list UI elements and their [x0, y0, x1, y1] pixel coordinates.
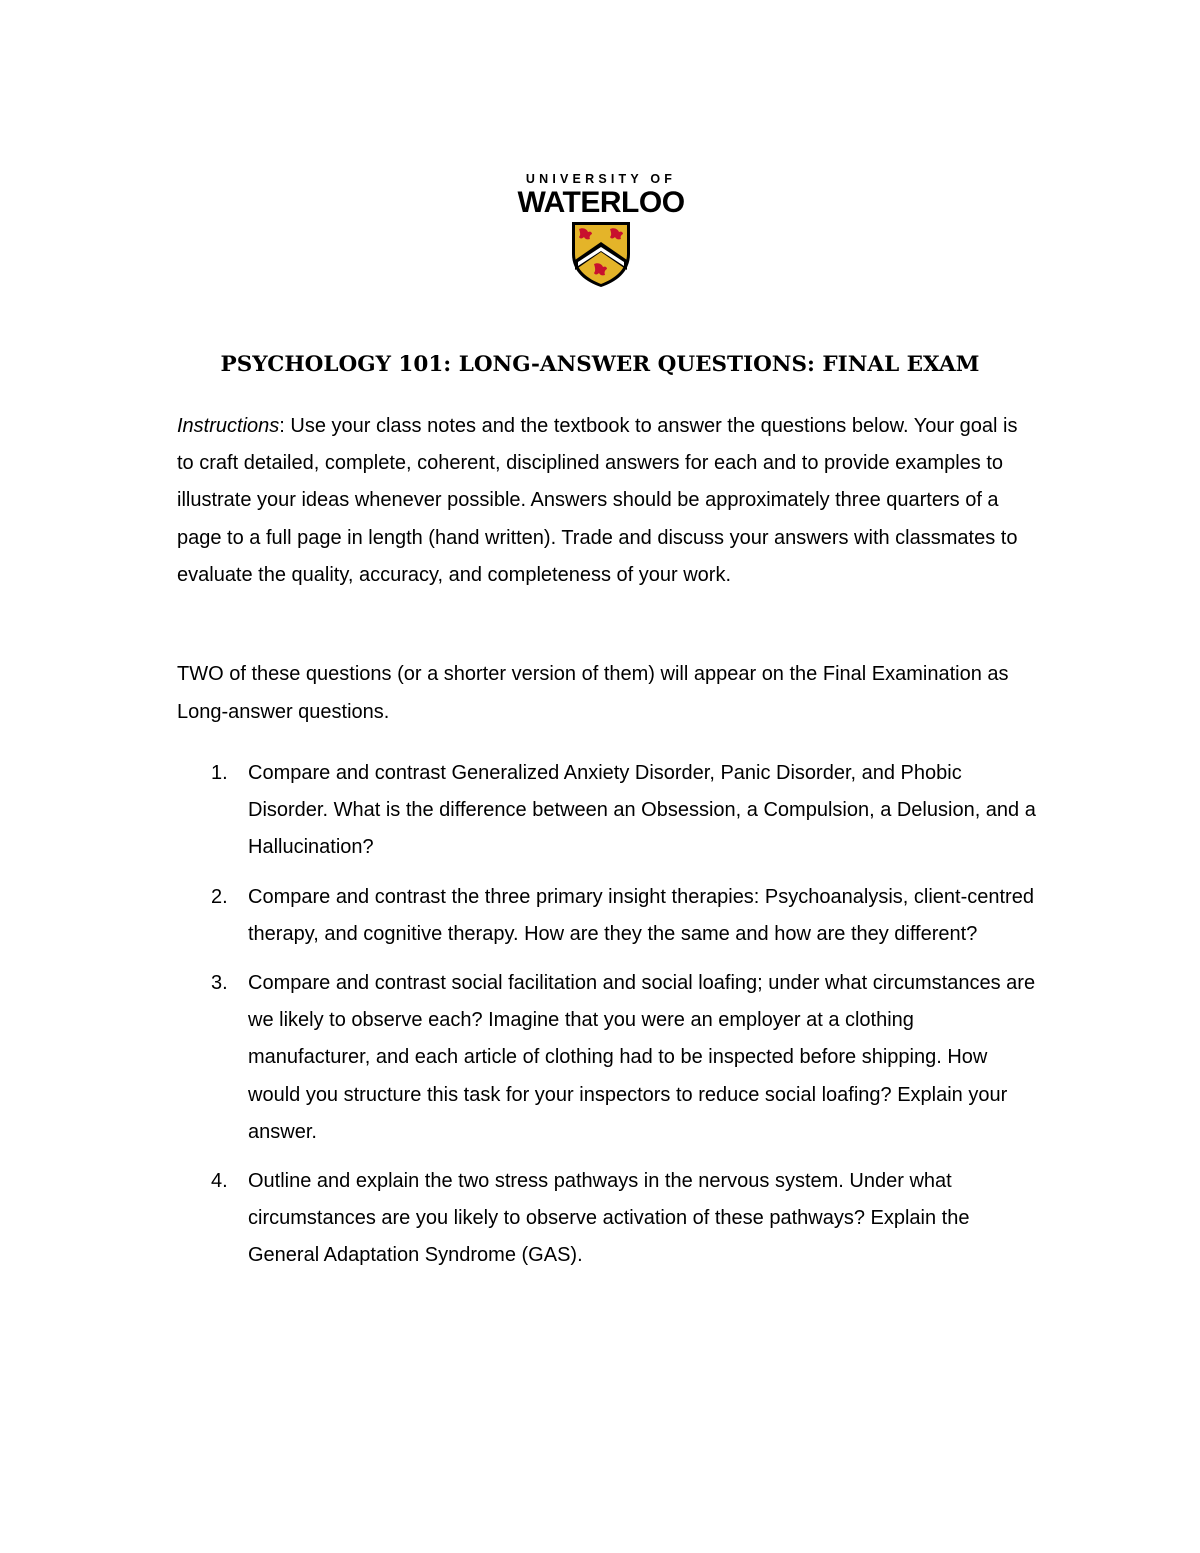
question-number: 1.: [211, 762, 228, 784]
question-number: 3.: [211, 972, 228, 995]
crest-icon: [570, 220, 632, 288]
question-text: Compare and contrast the three primary insight therapies: Psychoanalysis, client-centred therapy, and cognitive therapy. How are they the same and how are they different?: [248, 885, 1034, 945]
instructions-text: : Use your class notes and the textbook to answer the questions below. Your goal is to craft detailed, complete, coherent, disciplined answers for each and to provide examples to illustrate your ideas whenever possible. Answers should be approximately three quarters of a page to a full page in length (hand written). Trade and discuss your answers with classmates to evaluate the quality, accuracy, and completeness of your work.: [177, 415, 1018, 586]
question-list: [177, 755, 1037, 1287]
question-text: Outline and explain the two stress pathways in the nervous system. Under what circumstances are you likely to observe activation of these pathways? Explain the General Adaptation Syndrome (GAS).: [248, 1170, 970, 1267]
question-item: [177, 1163, 1037, 1275]
question-item: [177, 879, 1037, 953]
page-title: PSYCHOLOGY 101: LONG-ANSWER QUESTIONS: FINAL EXAM: [220, 352, 980, 377]
logo-waterloo: WATERLOO: [517, 186, 685, 219]
question-item: [177, 755, 1037, 867]
logo-university-of: UNIVERSITY OF: [525, 172, 677, 186]
question-number: 4.: [211, 1170, 228, 1193]
university-logo: [514, 172, 688, 288]
question-item: [177, 965, 1037, 1151]
instructions-paragraph: [177, 408, 1037, 594]
question-number: 2.: [211, 885, 228, 908]
exam-note-paragraph: TWO of these questions (or a shorter version of them) will appear on the Final Examination as Long-answer questions.: [177, 663, 1009, 723]
question-text: Compare and contrast social facilitation and social loafing; under what circumstances are we likely to observe each? Imagine that you were an employer at a clothing manufacturer, and each article of clothing had to be inspected before shipping. How would you structure this task for your inspectors to reduce social loafing? Explain your answer.: [248, 972, 1036, 1143]
question-text: Compare and contrast Generalized Anxiety Disorder, Panic Disorder, and Phobic Disorder. What is the difference between an Obsession, a Compulsion, a Delusion, and a Hallucination?: [248, 762, 1036, 859]
instructions-label: Instructions: [177, 415, 280, 437]
